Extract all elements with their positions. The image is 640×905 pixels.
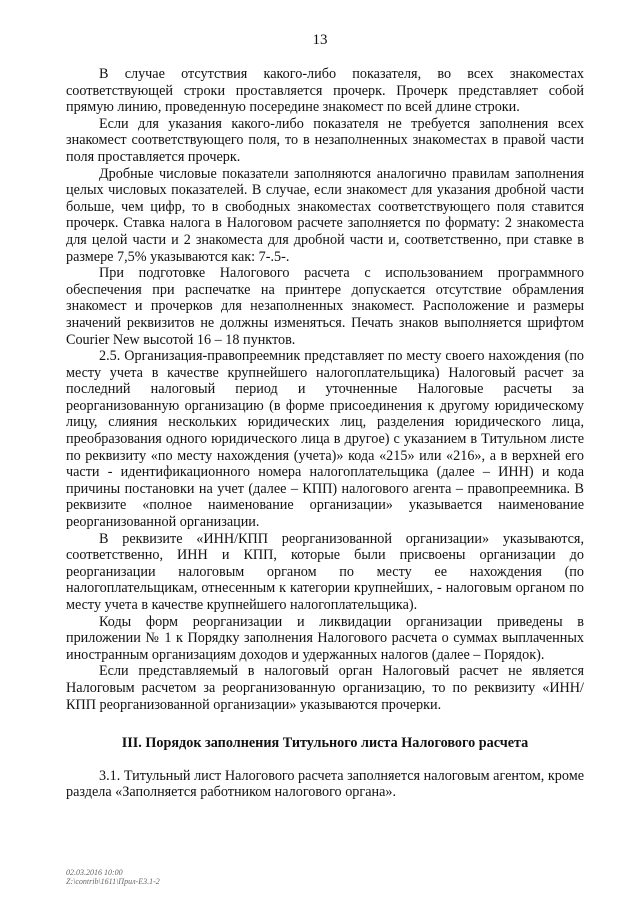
document-footer — [66, 868, 160, 886]
paragraph-title-sheet: 3.1. Титульный лист Налогового расчета заполняется налоговым агентом, кроме раздела «Заполняется работником налогового органа». — [66, 767, 584, 801]
page-number: 13 — [312, 32, 328, 48]
paragraph-printing: При подготовке Налогового расчета с использованием программного обеспечения при распечатке на принтере допускается отсутствие обрамления знакомест и прочерков для незаполненных знакомест. Расположение и размеры значений реквизитов не должны изменяться. Печать знаков выполняется шрифтом Courier New высотой 16 – 18 пунктов. — [66, 265, 584, 348]
paragraph-successor-organization: 2.5. Организация-правопреемник представляет по месту своего нахождения (по месту учета в качестве крупнейшего налогоплательщика) Налоговый расчет за последний налоговый период и уточненные Налоговые расчеты за реорганизованную организацию (в форме присоединения к другому юридическому лицу, слияния нескольких юридических лиц, разделения юридического лица, преобразования одного юридического лица в другое) с указанием в Титульном листе по реквизиту «по месту нахождения (учета)» кода «215» или «216», а в верхней его части - идентификационного номера налогоплательщика (далее – ИНН) и кода причины постановки на учет (далее – КПП) налогового агента – правопреемника. В реквизите «полное наименование организации» указывается наименование реорганизованной организации. — [66, 348, 584, 531]
footer-timestamp: 02.03.2016 10:00 — [66, 868, 123, 877]
paragraph-reorganization-codes: Коды форм реорганизации и ликвидации организации приведены в приложении № 1 к Порядку заполнения Налогового расчета о суммах выплаченных иностранным организациям доходов и удержанных налогов (далее – Порядок). — [66, 613, 584, 663]
paragraph-blank-fields: В случае отсутствия какого-либо показателя, во всех знакоместах соответствующей строки проставляется прочерк. Прочерк представляет собой прямую линию, проведенную посередине знакомест по всей длине строки. — [66, 66, 584, 116]
paragraph-inn-kpp: В реквизите «ИНН/КПП реорганизованной организации» указываются, соответственно, ИНН и КПП, которые были присвоены организации до реорганизации налоговым органом по месту ее нахождения (по налогоплательщикам, отнесенным к категории крупнейших, - налоговым органом по месту учета в качестве крупнейшего налогоплательщика). — [66, 530, 584, 613]
paragraph-dashes: Если представляемый в налоговый орган Налоговый расчет не является Налоговым расчетом за реорганизованную организацию, то по реквизиту «ИНН/КПП реорганизованной организации» указываются прочерки. — [66, 663, 584, 713]
section-heading: III. Порядок заполнения Титульного листа Налогового расчета — [121, 735, 529, 752]
paragraph-partial-fields: Если для указания какого-либо показателя не требуется заполнения всех знакомест соответствующего поля, то в незаполненных знакоместах в правой части поля проставляется прочерк. — [66, 115, 584, 165]
document-body — [66, 66, 584, 801]
footer-file-path: Z:\contrib\1611\Прил-E3.1-2 — [66, 877, 160, 886]
paragraph-fractional-values: Дробные числовые показатели заполняются аналогично правилам заполнения целых числовых показателей. В случае, если знакомест для указания дробной части больше, чем цифр, то в свободных знакоместах соответствующего поля ставится прочерк. Ставка налога в Налоговом расчете заполняется по формату: 2 знакоместа для целой части и 2 знакоместа для дробной части и, соответственно, при ставке в размере 7,5% указываются как: 7-.5-. — [66, 165, 584, 265]
